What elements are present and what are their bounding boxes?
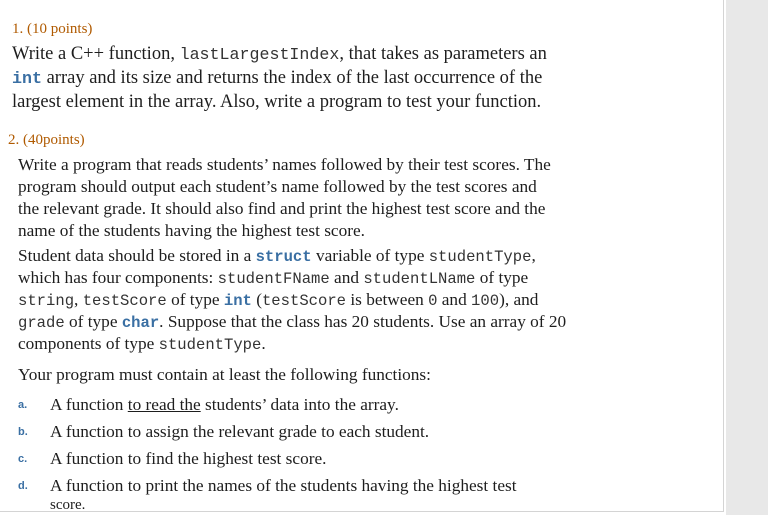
q2-para2-line: which has four components: studentFName and studentLName of type bbox=[18, 268, 529, 288]
list-item: A function to find the highest test score. bbox=[50, 449, 327, 468]
list-item: A function to print the names of the students having the highest test bbox=[50, 476, 517, 495]
list-label: d. bbox=[18, 480, 28, 492]
q2-para1-line: name of the students having the highest test score. bbox=[18, 221, 365, 240]
q2-para2-line: Student data should be stored in a struct variable of type studentType, bbox=[18, 246, 536, 266]
list-item-continuation: score. bbox=[50, 497, 86, 513]
question-1-line-2: int array and its size and returns the index of the last occurrence of the bbox=[12, 68, 543, 88]
function-name: lastLargestIndex bbox=[179, 45, 340, 64]
question-1-heading: 1. (10 points) bbox=[12, 21, 93, 37]
q2-para3: Your program must contain at least the following functions: bbox=[18, 365, 431, 384]
list-label: c. bbox=[18, 453, 28, 465]
keyword-struct: struct bbox=[255, 248, 312, 266]
list-label: a. bbox=[18, 399, 28, 411]
question-2-heading: 2. (40points) bbox=[8, 132, 85, 148]
list-item: A function to assign the relevant grade to each student. bbox=[50, 422, 430, 441]
q2-para1-line: the relevant grade. It should also find and print the highest test score and the bbox=[18, 199, 546, 218]
list-item: A function to read the students’ data into the array. bbox=[50, 395, 399, 414]
question-1-line-3: largest element in the array. Also, write a program to test your function. bbox=[12, 92, 542, 112]
list-label: b. bbox=[18, 426, 28, 438]
q2-para1-line: Write a program that reads students’ names followed by their test scores. The bbox=[18, 155, 551, 174]
question-1-line-1: Write a C++ function, lastLargestIndex, that takes as parameters an bbox=[12, 44, 547, 64]
q2-para2-line: grade of type char. Suppose that the class has 20 students. Use an array of 20 bbox=[18, 312, 567, 332]
q2-para2-line: components of type studentType. bbox=[18, 334, 266, 354]
keyword-char: char bbox=[121, 314, 160, 332]
keyword-int: int bbox=[12, 69, 42, 88]
q2-para2-line: string, testScore of type int (testScore is between 0 and 100), and bbox=[18, 290, 539, 310]
q2-para1-line: program should output each student’s name followed by the test scores and bbox=[18, 177, 537, 196]
scrollbar-track[interactable] bbox=[726, 0, 768, 515]
keyword-int: int bbox=[223, 292, 252, 310]
